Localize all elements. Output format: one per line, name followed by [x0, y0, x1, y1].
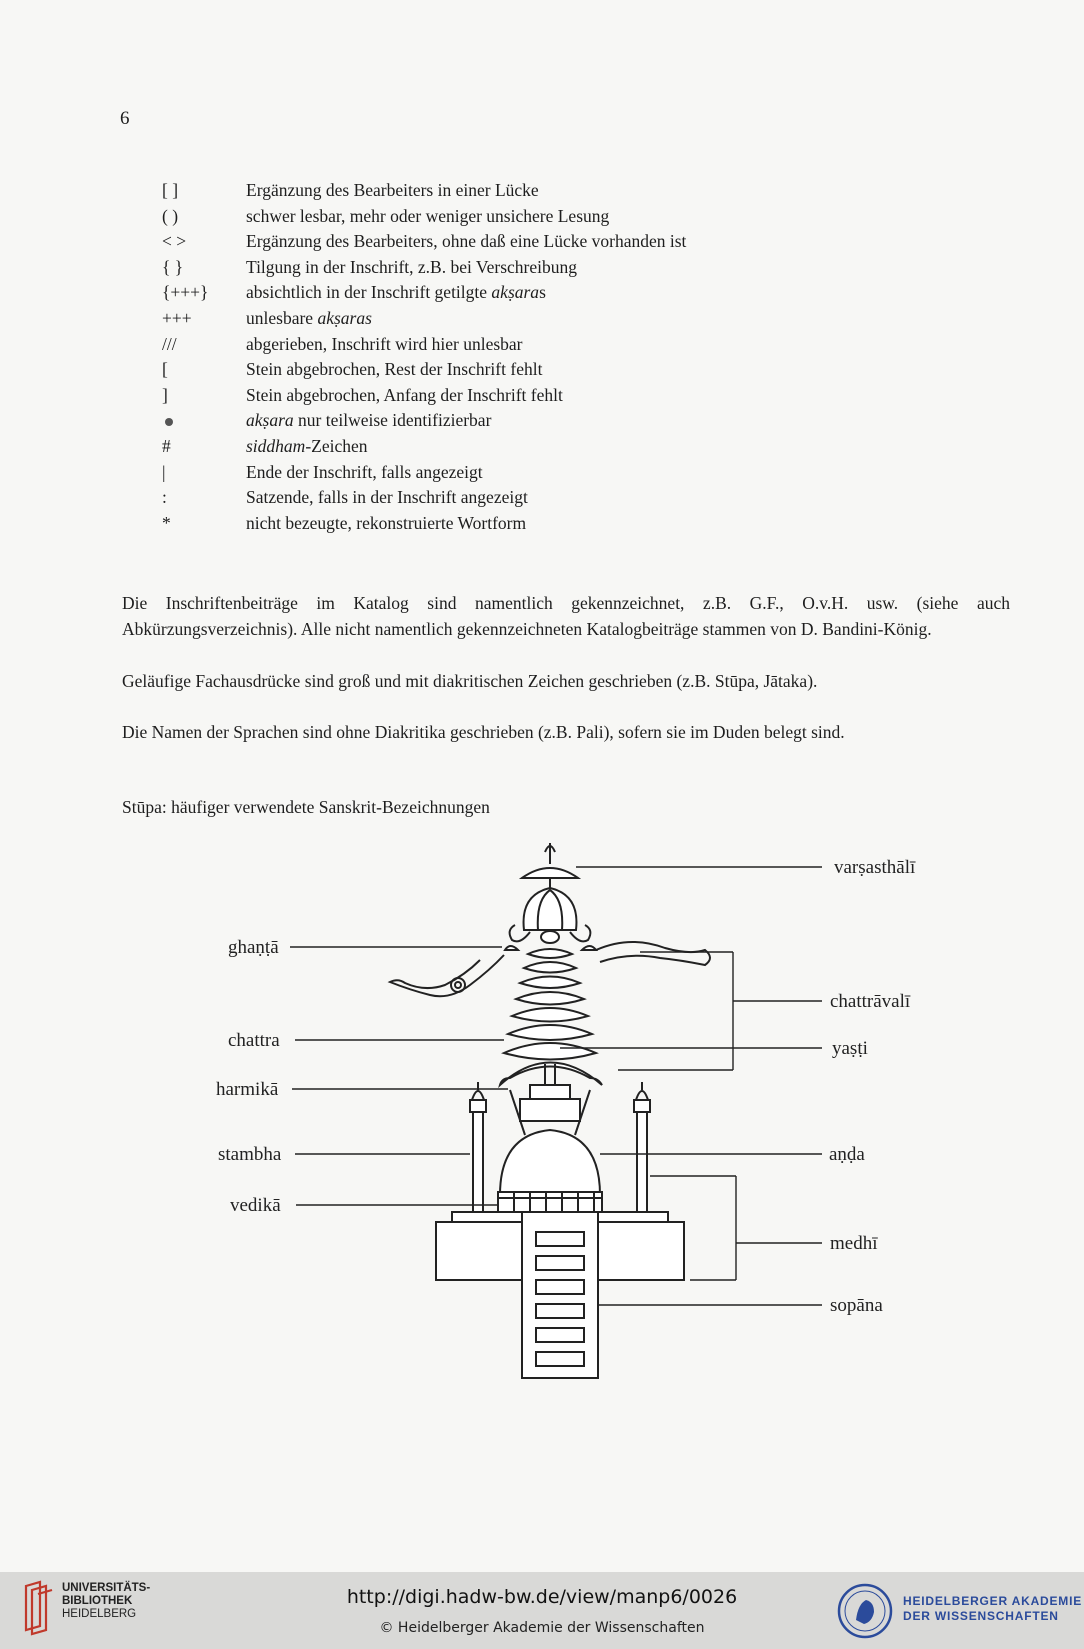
symbol-glyph: | [162, 461, 166, 482]
description-text: unlesbare [246, 307, 318, 328]
footer-bar [0, 1572, 1084, 1649]
symbol-glyph: < > [162, 231, 187, 252]
label-stambha: stambha [218, 1144, 282, 1165]
filled-circle-icon [165, 418, 173, 426]
symbol-description: Ergänzung des Bearbeiters, ohne daß eine Lücke vorhanden ist [246, 231, 687, 252]
academy-line-1: HEIDELBERGER AKADEMIE [903, 1594, 1083, 1608]
label-chattravali: chattrāvalī [830, 991, 911, 1012]
symbol-glyph [162, 408, 232, 434]
symbol-description [246, 408, 491, 434]
label-vedika: vedikā [230, 1195, 281, 1216]
description-italic-term: siddham [246, 435, 306, 456]
label-medhi: medhī [830, 1233, 878, 1254]
symbol-description [246, 280, 546, 306]
symbol-description: Stein abgebrochen, Anfang der Inschrift fehlt [246, 384, 563, 405]
diagram-caption: Stūpa: häufiger verwendete Sanskrit-Bezeichnungen [122, 797, 490, 817]
symbol-glyph: [ [162, 359, 168, 380]
library-line-2: BIBLIOTHEK [62, 1595, 133, 1607]
library-line-3: HEIDELBERG [62, 1608, 137, 1620]
source-url-link[interactable]: http://digi.hadw-bw.de/view/manp6/0026 [346, 1586, 738, 1608]
symbol-description: Stein abgebrochen, Rest der Inschrift fehlt [246, 359, 543, 380]
copyright-notice: © Heidelberger Akademie der Wissenschaften [379, 1620, 705, 1636]
paragraph-technical-terms: Geläufige Fachausdrücke sind groß und mit diakritischen Zeichen geschrieben (z.B. Stūpa, Jātaka). [122, 671, 818, 691]
library-line-1: UNIVERSITÄTS- [62, 1582, 151, 1594]
symbol-glyph: ] [162, 384, 168, 405]
symbol-glyph: # [162, 435, 171, 456]
description-italic-term: akṣara [246, 410, 294, 431]
symbol-glyph: * [162, 512, 171, 533]
description-text: absichtlich in der Inschrift getilgte [246, 282, 492, 303]
symbol-glyph: : [162, 487, 167, 508]
label-anda: aṇḍa [829, 1144, 865, 1165]
label-ghanta: ghaṇṭā [228, 937, 279, 958]
symbol-description: nicht bezeugte, rekonstruierte Wortform [246, 512, 527, 533]
symbol-glyph: ( ) [162, 205, 179, 226]
label-sopana: sopāna [830, 1295, 883, 1316]
symbol-glyph: +++ [162, 307, 192, 328]
page-number: 6 [120, 108, 130, 129]
symbol-glyph: {+++} [162, 282, 209, 303]
paragraph-authorship: Die Inschriftenbeiträge im Katalog sind namentlich gekennzeichnet, z.B. G.F., O.v.H. usw. (siehe auch Abkürzungsverzeichnis). Alle nicht namentlich gekennzeichneten Katalogbeiträge stammen von D. Bandini-König. [122, 593, 1010, 639]
symbol-description [246, 306, 372, 332]
description-italic-term: akṣaras [317, 307, 372, 328]
symbol-description: schwer lesbar, mehr oder weniger unsichere Lesung [246, 205, 610, 226]
label-harmika: harmikā [216, 1079, 279, 1100]
symbol-description [246, 434, 368, 460]
symbol-description: abgerieben, Inschrift wird hier unlesbar [246, 333, 523, 354]
description-text: s [539, 282, 546, 303]
symbol-description: Ergänzung des Bearbeiters in einer Lücke [246, 180, 539, 200]
academy-line-2: DER WISSENSCHAFTEN [903, 1609, 1059, 1623]
symbol-description: Satzende, falls in der Inschrift angezeigt [246, 487, 528, 508]
label-varsasthali: varṣasthālī [834, 857, 916, 878]
symbol-glyph: /// [162, 333, 177, 354]
symbol-description: Tilgung in der Inschrift, z.B. bei Verschreibung [246, 256, 577, 277]
academy-name [903, 1594, 1082, 1624]
symbol-glyph: { } [162, 256, 184, 277]
paragraph-language-names: Die Namen der Sprachen sind ohne Diakritika geschrieben (z.B. Pali), sofern sie im Duden belegt sind. [122, 722, 845, 742]
description-text: -Zeichen [305, 435, 368, 456]
symbol-glyph: [ ] [162, 180, 179, 200]
description-text: nur teilweise identifizierbar [293, 410, 492, 431]
label-yasti: yaṣṭi [832, 1038, 868, 1059]
label-chattra: chattra [228, 1030, 280, 1051]
stupa-diagram [0, 830, 1084, 1390]
description-italic-term: akṣara [491, 282, 540, 303]
academy-seal-icon [836, 1582, 894, 1640]
symbol-description: Ende der Inschrift, falls angezeigt [246, 461, 483, 482]
